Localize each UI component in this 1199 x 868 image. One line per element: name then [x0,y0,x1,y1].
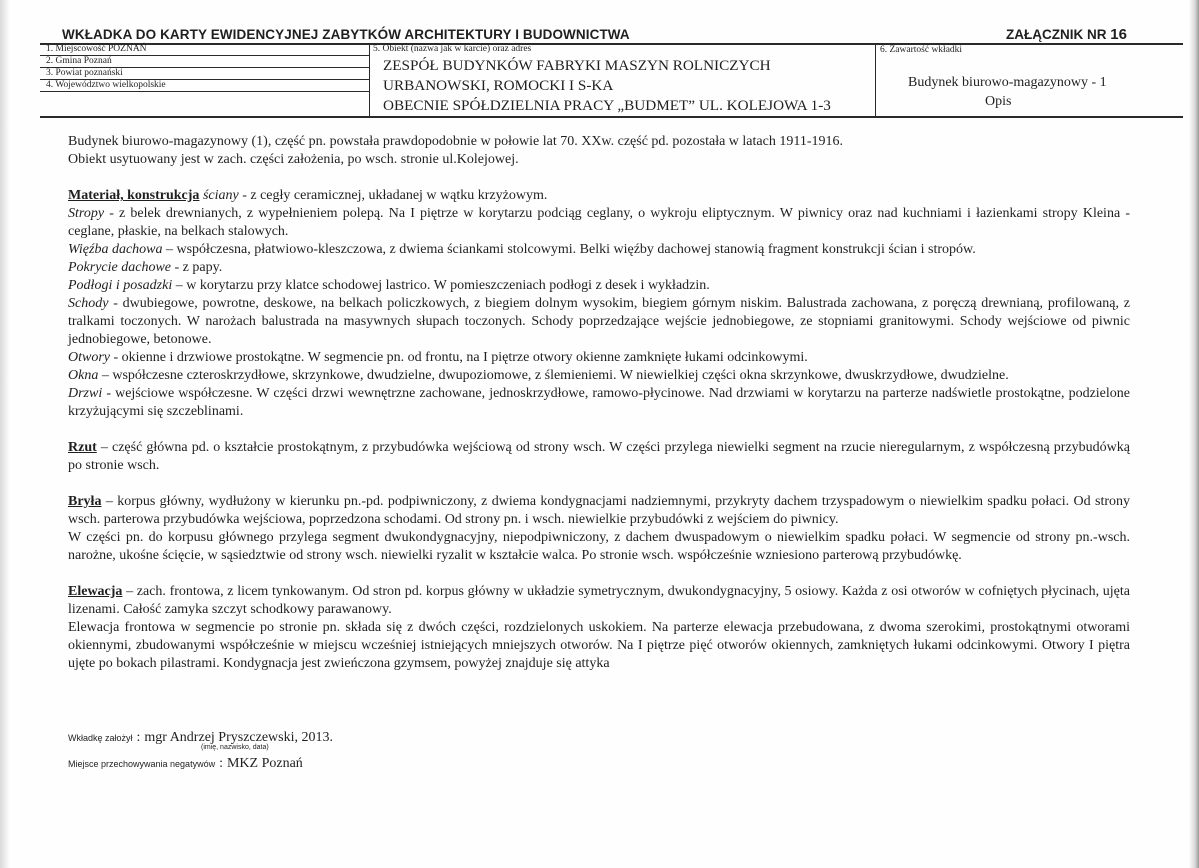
object-line-1: ZESPÓŁ BUDYNKÓW FABRYKI MASZYN ROLNICZYCH [383,57,771,74]
contents-line-1: Budynek biurowo-magazynowy - 1 [908,75,1107,90]
stairs-term: Schody [68,296,109,311]
author-value: mgr Andrzej Pryszczewski, 2013. [144,730,333,745]
contents-line-2: Opis [985,94,1012,109]
truss-term: Więźba dachowa [68,242,163,257]
negatives-label: Miejsce przechowywania negatywów [68,759,216,769]
floors-text: – w korytarzu przy klatce schodowej lastrico. W pomieszczeniach podłogi z desek i wykładzin. [172,278,710,293]
negatives-row [68,754,303,772]
negatives-value: MKZ Poznań [226,756,303,771]
scan-right-edge [1189,0,1199,868]
doors-text: - wejściowe współczesne. W części drzwi wewnętrzne zachowane, jednoskrzydłowe, ramowo-płycinowe. Nad drzwiami w korytarzu na parterze nadświetle prostokątne, podzielone krzyżującymi się szczeblinami. [68,386,1130,419]
material-section [68,187,1130,205]
annex-label [1006,26,1127,43]
plan-heading: Rzut [68,440,97,455]
roofing-para [68,259,1130,277]
openings-term: Otwory [68,350,110,365]
annex-label-text: ZAŁĄCZNIK NR [1006,27,1107,42]
walls-term: ściany [202,188,239,203]
description-body [68,133,1130,673]
mass-heading: Bryła [68,494,102,509]
object-line-3: OBECNIE SPÓŁDZIELNIA PRACY „BUDMET” UL. KOLEJOWA 1-3 [383,97,831,114]
author-hint: (imię, nazwisko, data) [201,744,269,751]
annex-number: 16 [1110,26,1127,43]
field-county: 3. Powiat poznański [46,68,123,78]
field-line-4 [40,91,370,92]
doors-term: Drzwi [68,386,103,401]
mass-para-2: W części pn. do korpusu głównego przylega segment dwukondygnacyjny, niepodpiwniczony, z dachem dwuspadowym o niewielkim spadku połaci. W segmencie od strony pn.-wsch. narożne, ukośne ścięcie, w sąsiedztwie od strony wsch. niewielki ryzalit w kształcie walca. Po stronie wsch. współcześnie wzniesiono parterową przybudówkę. [68,530,1130,563]
contents-label: 6. Zawartość wkładki [880,45,963,55]
windows-text: – współczesne czteroskrzydłowe, skrzynkowe, dwudzielne, dwupoziomowe, z ślemieniemi. W niewielkiej części okna skrzynkowe, dwuskrzydłowe, dwudzielne. [98,368,1009,383]
doors-para [68,385,1130,421]
material-heading: Materiał, konstrukcja [68,188,200,203]
truss-para [68,241,1130,259]
ceilings-text: - z belek drewnianych, z wypełnieniem polepą. Na I piętrze w korytarzu podciąg ceglany, o wykroju eliptycznym. W piwnicy oraz nad kuchniami i łazienkami stropy Kleina - ceglane, płaskie, na belkach stalowych. [68,206,1130,239]
truss-text: – współczesna, płatwiowo-kleszczowa, z dwiema ściankami stolcowymi. Belki więźby dachowej stanowią fragment konstrukcji ścian i stropów. [162,242,976,257]
windows-para [68,367,1130,385]
elevation-para [68,583,1130,619]
intro-line-2: Obiekt usytuowany jest w zach. części założenia, po wsch. stronie ul.Kolejowej. [68,152,519,167]
mass-para [68,493,1130,529]
floors-para [68,277,1130,295]
openings-para [68,349,1130,367]
roofing-term: Pokrycie dachowe [68,260,172,275]
field-locality: 1. Miejscowość POZNAŃ [46,44,147,54]
ceilings-term: Stropy [68,206,105,221]
field-commune: 2. Gmina Poznań [46,56,112,66]
stairs-para [68,295,1130,349]
author-label: Wkładkę założył [68,733,133,743]
object-line-2: URBANOWSKI, ROMOCKI I S-KA [383,77,614,94]
plan-para [68,439,1130,475]
elevation-text: – zach. frontowa, z licem tynkowanym. Od stron pd. korpus główny w układzie symetrycznym, dwukondygnacyjny, 5 osiowy. Każda z osi otworów w cofniętych płycinach, ujęta lizenami. Całość zamyka szczyt schodkowy parawanowy. [68,584,1130,617]
author-colon: : [136,730,141,745]
scan-left-edge [0,0,10,868]
walls-text: - z cegły ceramicznej, układanej w wątku krzyżowym. [238,188,548,203]
roofing-text: - z papy. [171,260,223,275]
openings-text: - okienne i drzwiowe prostokątne. W segmencie pn. od frontu, na I piętrze otwory okienne zamknięte łukami odcinkowymi. [110,350,808,365]
header-top-line [40,43,1183,45]
elevation-para-2: Elewacja frontowa w segmencie po stronie pn. składa się z dwóch części, rozdzielonych uskokiem. Na parterze elewacja przebudowana, z dwoma szerokimi, prostokątnymi otworami okiennymi, zbudowanymi współcześnie w miejscu wcześniej istniejących mniejszych otworów. Na I piętrze pięć otworów okiennych, zamkniętych łukami odcinkowymi. Otwory I piętra ujęte po bokach pilastrami. Kondygnacja jest zwieńczona gzymsem, powyżej znajduje się attyka [68,620,1130,671]
object-label: 5. Obiekt (nazwa jak w karcie) oraz adres [373,44,532,54]
elevation-heading: Elewacja [68,584,123,599]
stairs-text: - dwubiegowe, powrotne, deskowe, na belkach policzkowych, z biegiem dolnym wysokim, biegiem górnym niskim. Balustrada zachowana, z poręczą drewnianą, profilowaną, z tralkami toczonych. W narożach balustrada na masywnych słupach toczonych. Schody poprzedzające wejście jednobiegowe, ze stopniami granitowymi. Schody wejściowe od piwnic jednobiegowe, betonowe. [68,296,1130,347]
mass-text: – korpus główny, wydłużony w kierunku pn.-pd. podpiwniczony, z dwiema kondygnacjami nadziemnymi, przykryty dachem trzyspadowym o niewielkim spadku połaci. Od strony wsch. parterowa przybudówka wejściowa, poprzedzona schodami. Od strony pn. i wsch. niewielkie przybudówki z wejściem do piwnicy. [68,494,1130,527]
field-voivodeship: 4. Województwo wielkopolskie [46,80,166,90]
form-title: WKŁADKA DO KARTY EWIDENCYJNEJ ZABYTKÓW ARCHITEKTURY I BUDOWNICTWA [62,27,630,42]
header-bottom-line [40,116,1183,118]
negatives-colon: : [219,756,223,771]
windows-term: Okna [68,368,99,383]
ceilings-para [68,205,1130,241]
plan-text: – część główna pd. o kształcie prostokątnym, z przybudówka wejściową od strony wsch. W części przylega niewielki segment na rzucie nieregularnym, z współczesną przybudówką po stronie wsch. [68,440,1130,473]
intro-line-1: Budynek biurowo-magazynowy (1), część pn. powstała prawdopodobnie w połowie lat 70. XXw. część pd. pozostała w latach 1911-1916. [68,134,843,149]
header-divider-2 [875,43,876,117]
floors-term: Podłogi i posadzki [68,278,173,293]
